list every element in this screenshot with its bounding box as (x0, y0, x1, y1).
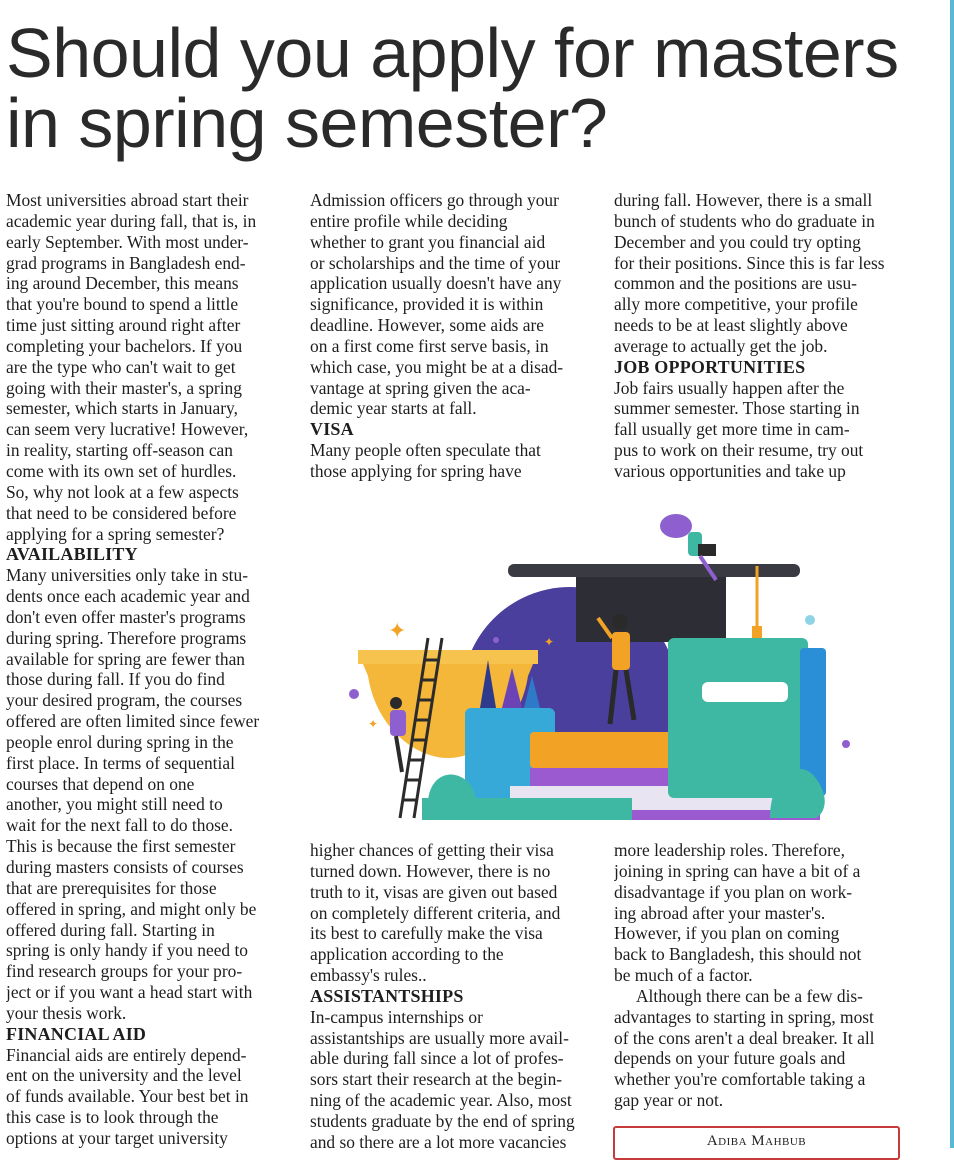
text-line: early September. With most under- (6, 231, 249, 252)
text-line: ning of the academic year. Also, most (310, 1090, 572, 1111)
text-line: fall usually get more time in cam- (614, 419, 850, 440)
dot-decoration (805, 615, 815, 625)
text-line: grad programs in Bangladesh end- (6, 252, 246, 273)
text-line: deadline. However, some aids are (310, 315, 544, 336)
text-line: average to actually get the job. (614, 335, 828, 356)
financial-aid-continued (310, 190, 600, 419)
text-line: ing abroad after your master's. (614, 902, 826, 923)
text-line: gap year or not. (614, 1090, 724, 1111)
assistantships-paragraph (310, 1007, 600, 1148)
text-line: This is because the first semester (6, 836, 236, 857)
text-line: time just sitting around right after (6, 315, 241, 336)
text-line: another, you might still need to (6, 794, 223, 815)
text-line: Although there can be a few dis- (636, 985, 863, 1006)
text-line: be much of a factor. (614, 965, 753, 986)
text-line: offered during fall. Starting in (6, 919, 215, 940)
visa-paragraph-start (310, 440, 600, 482)
person-ladder-head (390, 697, 402, 709)
bowl-rim (358, 650, 538, 664)
text-line: common and the positions are usu- (614, 273, 857, 294)
text-line: or scholarships and the time of your (310, 252, 561, 273)
text-line: which case, you might be at a disad- (310, 356, 564, 377)
text-line: your desired program, the courses (6, 690, 243, 711)
author-byline: Adiba Mahbub (613, 1126, 900, 1160)
text-line: offered in spring, and might only be (6, 898, 257, 919)
subheading-job-opportunities: JOB OPPORTUNITIES (614, 356, 806, 377)
headline-line-1: Should you apply for masters (6, 14, 899, 92)
text-line: entire profile while deciding (310, 210, 508, 231)
headline-line-2: in spring semester? (6, 84, 608, 162)
text-line: that are prerequisites for those (6, 877, 217, 898)
text-line: during masters consists of courses (6, 857, 244, 877)
graduation-illustration (330, 500, 890, 830)
text-line: ing around December, this means (6, 273, 239, 294)
dot-decoration (349, 689, 359, 699)
text-line: those during fall. If you do find (6, 669, 225, 690)
cap-base (576, 572, 726, 642)
text-line: that you're bound to spend a little (6, 294, 239, 315)
column-3-bottom (614, 840, 904, 1148)
text-line: academic year during fall, that is, in (6, 210, 257, 231)
text-line: embassy's rules.. (310, 965, 427, 986)
text-line: available for spring are fewer than (6, 648, 246, 669)
book-green-label (702, 682, 788, 702)
text-line: dents once each academic year and (6, 586, 250, 607)
text-line: bunch of students who do graduate in (614, 210, 875, 231)
column-1 (6, 190, 291, 1148)
text-line: needs to be at least slightly above (614, 315, 848, 336)
subheading-availability: AVAILABILITY (6, 544, 138, 565)
text-line: assistantships are usually more avail- (310, 1027, 569, 1048)
person-center-body (612, 632, 630, 670)
page-edge-bar (950, 0, 954, 1148)
column-2-bottom (310, 840, 600, 1148)
headline (6, 14, 899, 162)
jobs-paragraph-end (614, 840, 904, 986)
text-line: courses that depend on one (6, 773, 195, 794)
subheading-financial-aid: FINANCIAL AID (6, 1023, 147, 1044)
jobs-paragraph-start (614, 378, 904, 482)
sparkle-icon: ✦ (368, 717, 379, 731)
person-center-head (612, 614, 628, 630)
text-line: offered are often limited since fewer (6, 711, 260, 732)
text-line: its best to carefully make the visa (310, 923, 543, 944)
text-line: options at your target university (6, 1127, 228, 1148)
text-line: semester, which starts in January, (6, 398, 238, 419)
text-line: application usually doesn't have any (310, 273, 562, 294)
text-line: going with their master's, a spring (6, 377, 242, 398)
text-line: Most universities abroad start their (6, 190, 249, 210)
text-line: December and you could try opting (614, 231, 861, 252)
text-line: Many people often speculate that (310, 440, 541, 461)
text-line: application according to the (310, 944, 504, 965)
text-line: and so there are a lot more vacancies (310, 1131, 567, 1148)
text-line: during spring. Therefore programs (6, 627, 247, 648)
text-line: applying for a spring semester? (6, 523, 225, 544)
person-cap-hair (660, 514, 692, 538)
person-ladder-leg (396, 736, 402, 772)
dot-decoration (842, 740, 850, 748)
text-line: those applying for spring have (310, 460, 522, 481)
sparkle-icon: ✦ (544, 635, 555, 649)
text-line: sors start their research at the begin- (310, 1069, 563, 1090)
text-line: wait for the next fall to do those. (6, 815, 233, 836)
text-line: Admission officers go through your (310, 190, 559, 210)
text-line: However, if you plan on coming (614, 923, 840, 944)
text-line: first place. In terms of sequential (6, 752, 235, 773)
text-line: Many universities only take in stu- (6, 565, 248, 586)
text-line: come with its own set of hurdles. (6, 460, 237, 481)
text-line: significance, provided it is within (310, 294, 544, 315)
text-line: vantage at spring given the aca- (310, 377, 531, 398)
text-line: turned down. However, there is no (310, 860, 551, 881)
text-line: for their positions. Since this is far less (614, 252, 885, 273)
closing-paragraph (614, 986, 904, 1111)
text-line: ent on the university and the level (6, 1065, 242, 1086)
text-line: on completely different criteria, and (310, 902, 561, 923)
column-2-top (310, 190, 600, 490)
text-line: are the type who can't wait to get (6, 356, 236, 377)
text-line: higher chances of getting their visa (310, 840, 554, 860)
financial-aid-paragraph (6, 1045, 291, 1148)
text-line: in reality, starting off-season can (6, 440, 233, 461)
text-line: on a first come first serve basis, in (310, 335, 549, 356)
text-line: summer semester. Those starting in (614, 398, 860, 419)
text-line: more leadership roles. Therefore, (614, 840, 845, 860)
subheading-visa: VISA (310, 419, 354, 440)
text-line: whether to grant you financial aid (310, 231, 546, 252)
dot-decoration (493, 637, 499, 643)
text-line: So, why not look at a few aspects (6, 481, 239, 502)
assistantships-continued (614, 190, 904, 357)
text-line: spring is only handy if you need to (6, 940, 248, 961)
text-line: pus to work on their resume, try out (614, 440, 864, 461)
text-line: of the cons aren't a deal breaker. It all (614, 1027, 875, 1048)
text-line: ject or if you want a head start with (6, 982, 253, 1003)
text-line: In-campus internships or (310, 1006, 483, 1027)
text-line: this case is to look through the (6, 1107, 219, 1128)
text-line: don't even offer master's programs (6, 606, 246, 627)
text-line: can seem very lucrative! However, (6, 419, 249, 440)
intro-paragraph (6, 190, 291, 544)
text-line: back to Bangladesh, this should not (614, 944, 862, 965)
text-line: ally more competitive, your profile (614, 294, 858, 315)
column-3-top (614, 190, 904, 490)
text-line: Financial aids are entirely depend- (6, 1044, 247, 1065)
text-line: your thesis work. (6, 1002, 127, 1023)
visa-paragraph-end (310, 840, 600, 986)
text-line: students graduate by the end of spring (310, 1110, 575, 1131)
text-line: that need to be considered before (6, 502, 237, 523)
sparkle-icon: ✦ (388, 619, 407, 644)
text-line: truth to it, visas are given out based (310, 881, 558, 902)
text-line: disadvantage if you plan on work- (614, 881, 853, 902)
text-line: advantages to starting in spring, most (614, 1006, 874, 1027)
text-line: completing your bachelors. If you (6, 335, 243, 356)
laptop-icon (698, 544, 716, 556)
text-line: joining in spring can have a bit of a (614, 860, 861, 881)
text-line: of funds available. Your best bet in (6, 1086, 249, 1107)
text-line: whether you're comfortable taking a (614, 1069, 866, 1090)
text-line: during fall. However, there is a small (614, 190, 873, 210)
text-line: depends on your future goals and (614, 1048, 846, 1069)
text-line: Job fairs usually happen after the (614, 377, 845, 398)
text-line: find research groups for your pro- (6, 961, 243, 982)
cap-tassel-end (752, 626, 762, 640)
availability-paragraph (6, 565, 291, 1024)
text-line: various opportunities and take up (614, 460, 846, 481)
subheading-assistantships: ASSISTANTSHIPS (310, 985, 464, 1006)
text-line: demic year starts at fall. (310, 398, 477, 419)
person-ladder-body (390, 710, 406, 736)
text-line: able during fall since a lot of profes- (310, 1048, 564, 1069)
text-line: people enrol during spring in the (6, 731, 234, 752)
